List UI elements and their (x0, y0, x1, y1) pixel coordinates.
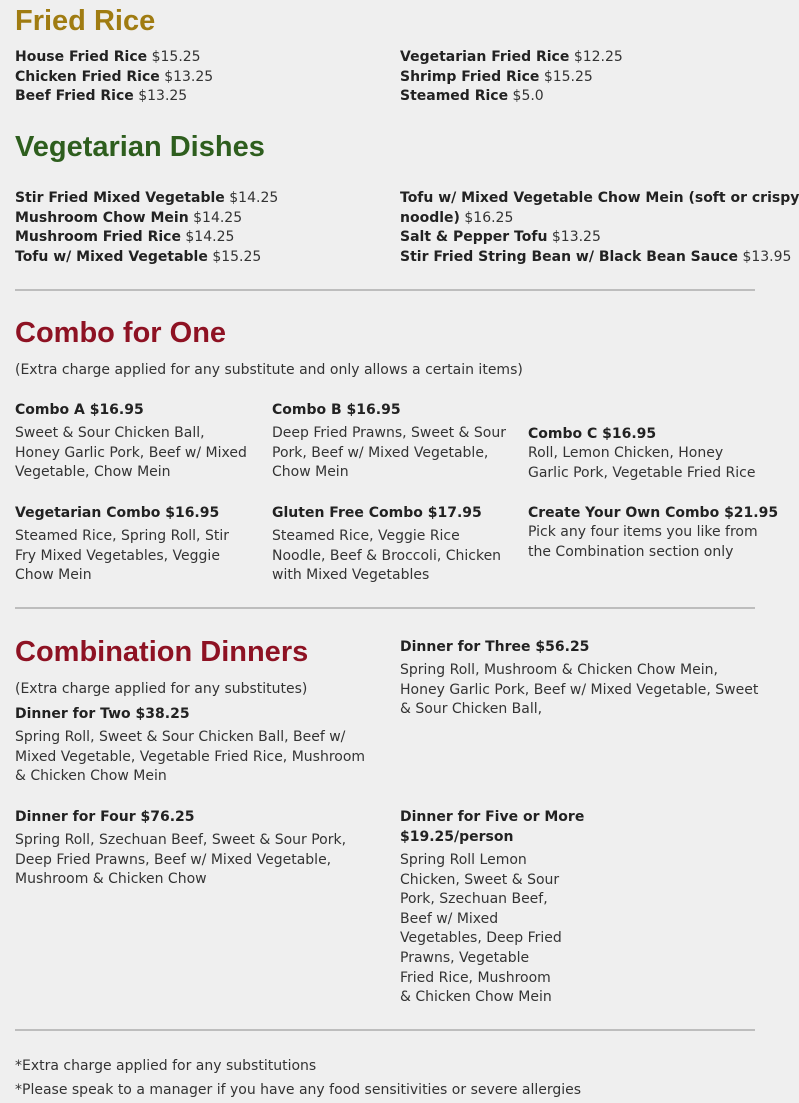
dinner-card (400, 637, 760, 720)
menu-item (400, 48, 623, 68)
item-price: $13.95 (742, 249, 792, 266)
item-name: Tofu w/ Mixed Vegetable (15, 249, 208, 266)
item-name: Chicken Fried Rice (15, 68, 160, 85)
dinner-description: Spring Roll Lemon Chicken, Sweet & Sour Pork, Szechuan Beef, Beef w/ Mixed Vegetables, Deep Fried Prawns, Vegetable Fried Rice, Mushroom & Chicken Chow Mein (400, 852, 562, 1006)
item-price: $13.25 (551, 229, 601, 246)
item-price: $5.0 (512, 88, 544, 105)
combo-card (272, 400, 507, 483)
menu-item (15, 48, 213, 68)
item-price: $14.25 (193, 209, 243, 226)
menu-item (15, 248, 278, 268)
combo-card (528, 424, 760, 483)
combo-card (15, 400, 250, 483)
menu-item (15, 87, 213, 107)
dinner-description: Spring Roll, Sweet & Sour Chicken Ball, Beef w/ Mixed Vegetable, Vegetable Fried Rice, Mushroom & Chicken Chow Mein (15, 729, 366, 785)
menu-item (400, 228, 799, 248)
combo-title: Combo A $16.95 (15, 402, 144, 418)
menu-item (400, 68, 623, 88)
menu-item (15, 68, 213, 88)
combo-title: Combo B $16.95 (272, 402, 401, 418)
combo-title: Create Your Own Combo $21.95 (528, 505, 779, 521)
item-name: Beef Fried Rice (15, 88, 134, 105)
item-price: $15.25 (212, 249, 262, 266)
combination-dinners-heading: Combination Dinners (15, 636, 309, 668)
section-divider (15, 607, 755, 609)
combo-description: Steamed Rice, Veggie Rice Noodle, Beef & Broccoli, Chicken with Mixed Vegetables (272, 528, 502, 584)
menu-item (400, 248, 799, 268)
item-price: $14.25 (229, 190, 279, 206)
item-price: $14.25 (185, 229, 235, 246)
combo-card (272, 503, 507, 586)
combo-card (15, 503, 250, 586)
dinner-title: Dinner for Three $56.25 (400, 639, 590, 655)
dinner-title-price: $19.25/person (400, 829, 514, 845)
dinner-card (15, 807, 377, 890)
combo-title: Gluten Free Combo $17.95 (272, 505, 482, 521)
footer-note: *Please speak to a manager if you have any food sensitivities or severe allergies (15, 1082, 582, 1098)
item-name: House Fried Rice (15, 49, 148, 65)
combo-description: Sweet & Sour Chicken Ball, Honey Garlic Pork, Beef w/ Mixed Vegetable, Chow Mein (15, 425, 247, 481)
item-name: Vegetarian Fried Rice (400, 49, 570, 65)
section-divider (15, 1029, 755, 1031)
item-price: $12.25 (573, 49, 623, 65)
combo-description: Deep Fried Prawns, Sweet & Sour Pork, Beef w/ Mixed Vegetable, Chow Mein (272, 425, 506, 481)
fried-rice-heading: Fried Rice (15, 5, 156, 37)
combo-description: Roll, Lemon Chicken, Honey Garlic Pork, Vegetable Fried Rice (528, 445, 756, 481)
combo-one-note: (Extra charge applied for any substitute and only allows a certain items) (15, 362, 523, 378)
item-name: Tofu w/ Mixed Vegetable Chow Mein (soft or crispy (400, 190, 799, 206)
combo-description: Steamed Rice, Spring Roll, Stir Fry Mixed Vegetables, Veggie Chow Mein (15, 528, 229, 584)
item-price: $13.25 (164, 68, 214, 85)
fried-rice-list-left (15, 48, 213, 107)
footer-notes (15, 1054, 581, 1102)
item-price: $15.25 (543, 68, 593, 85)
dinner-title: Dinner for Two $38.25 (15, 706, 190, 722)
menu-item (400, 87, 623, 107)
combination-dinners-note: (Extra charge applied for any substitutes) (15, 681, 308, 697)
menu-item (400, 189, 799, 209)
menu-item (15, 209, 278, 229)
combo-description: Pick any four items you like from the Combination section only (528, 524, 758, 560)
section-divider (15, 289, 755, 291)
item-price: $16.25 (464, 209, 514, 226)
footer-note: *Extra charge applied for any substitutions (15, 1058, 317, 1074)
item-name: Salt & Pepper Tofu (400, 229, 548, 246)
fried-rice-list-right (400, 48, 623, 107)
menu-item (15, 189, 278, 209)
item-name: Shrimp Fried Rice (400, 68, 540, 85)
item-name: Mushroom Fried Rice (15, 229, 181, 246)
combo-title: Combo C $16.95 (528, 426, 657, 442)
item-name: Steamed Rice (400, 88, 509, 105)
vegetarian-heading: Vegetarian Dishes (15, 131, 265, 163)
dinner-card (400, 807, 585, 1008)
item-name: Stir Fried String Bean w/ Black Bean Sauce (400, 249, 738, 266)
item-name: noodle) (400, 209, 460, 226)
combo-card (528, 503, 779, 562)
dinner-card (15, 704, 373, 787)
menu-item-continued (400, 209, 799, 229)
vegetarian-list-right (400, 189, 799, 268)
item-price: $13.25 (138, 88, 188, 105)
dinner-title: Dinner for Four $76.25 (15, 809, 195, 825)
dinner-description: Spring Roll, Mushroom & Chicken Chow Mein, Honey Garlic Pork, Beef w/ Mixed Vegetable, Sweet & Sour Chicken Ball, (400, 662, 759, 718)
menu-item (15, 228, 278, 248)
vegetarian-list-left (15, 189, 278, 268)
item-name: Mushroom Chow Mein (15, 209, 189, 226)
dinner-description: Spring Roll, Szechuan Beef, Sweet & Sour Pork, Deep Fried Prawns, Beef w/ Mixed Vegetable, Mushroom & Chicken Chow (15, 832, 347, 888)
item-price: $15.25 (151, 49, 201, 65)
item-name: Stir Fried Mixed Vegetable (15, 190, 225, 206)
combo-title: Vegetarian Combo $16.95 (15, 505, 220, 521)
combo-one-heading: Combo for One (15, 317, 227, 349)
dinner-title: Dinner for Five or More (400, 809, 585, 825)
